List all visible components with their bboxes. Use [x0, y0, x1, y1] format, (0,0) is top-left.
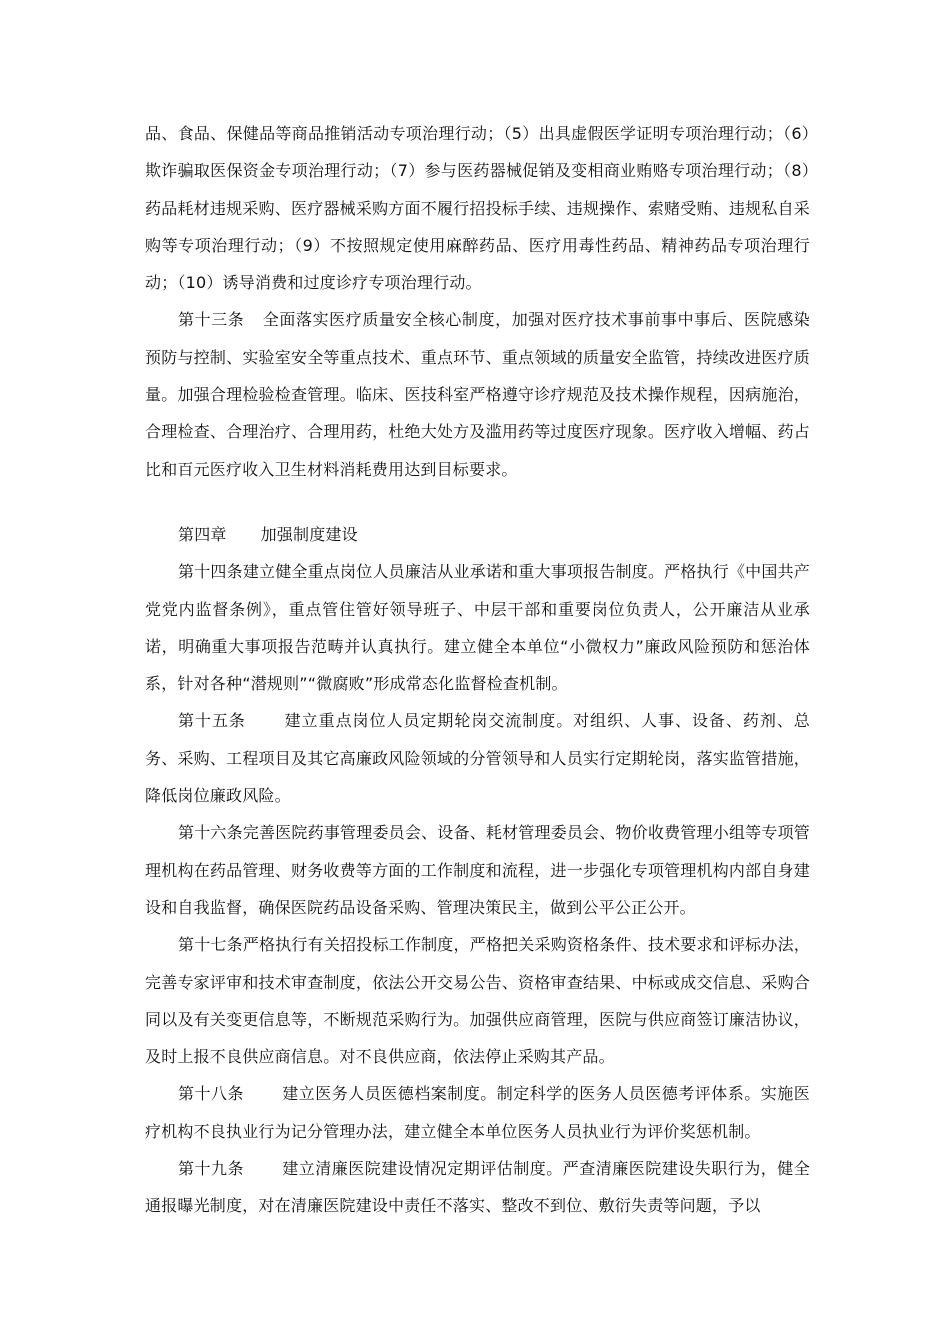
article-18-text: 建立医务人员医德档案制度。制定科学的医务人员医德考评体系。实施医疗机构不良执业行为记分管理办法，建立健全本单位医务人员执业行为评价奖惩机制。: [145, 1084, 810, 1141]
article-19: [145, 1150, 810, 1225]
article-15-label: 第十五条: [178, 711, 246, 731]
paragraph-continuation: 品、食品、保健品等商品推销活动专项治理行动；（5）出具虚假医学证明专项治理行动；（6）欺诈骗取医保资金专项治理行动；（7）参与医药器械促销及变相商业贿赂专项治理行动；（8）药品耗材违规采购、医疗器械采购方面不履行招投标手续、违规操作、索赌受贿、违规私自采购等专项治理行动；（9）不按照规定使用麻醉药品、医疗用毒性药品、精神药品专项治理行动；（10）诱导消费和过度诊疗专项治理行动。: [145, 124, 810, 293]
article-15: [145, 702, 810, 814]
article-16: 第十六条完善医院药事管理委员会、设备、耗材管理委员会、物价收费管理小组等专项管理机构在药品管理、财务收费等方面的工作制度和流程，进一步强化专项管理机构内部自身建设和自我监督，确保医院药品设备采购、管理决策民主，做到公平公正公开。: [145, 823, 810, 917]
article-19-text: 建立清廉医院建设情况定期评估制度。严查清廉医院建设失职行为，健全通报曝光制度，对在清廉医院建设中责任不落实、整改不到位、敷衍失责等问题，予以: [145, 1159, 810, 1216]
chapter-4-title: 加强制度建设: [260, 524, 358, 544]
blank-line: [145, 488, 810, 516]
article-14: 第十四条建立健全重点岗位人员廉洁从业承诺和重大事项报告制度。严格执行《中国共产党党内监督条例》，重点管住管好领导班子、中层干部和重要岗位负责人，公开廉洁从业承诺，明确重大事项报告范畴并认真执行。建立健全本单位“小微权力”廉政风险预防和惩治体系，针对各种“潜规则”“微腐败”形成常态化监督检查机制。: [145, 562, 810, 694]
article-13: [145, 301, 810, 487]
article-15-text: 建立重点岗位人员定期轮岗交流制度。对组织、人事、设备、药剂、总务、采购、工程项目及其它高廉政风险领域的分管领导和人员实行定期轮岗，落实监管措施，降低岗位廉政风险。: [145, 711, 810, 806]
chapter-4-label: 第四章: [178, 524, 227, 544]
article-19-label: 第十九条: [178, 1159, 244, 1179]
article-18-label: 第十八条: [178, 1084, 244, 1104]
document-body: [145, 115, 810, 1225]
article-17: 第十七条严格执行有关招投标工作制度，严格把关采购资格条件、技术要求和评标办法，完善专家评审和技术审查制度，依法公开交易公告、资格审查结果、中标或成交信息、采购合同以及有关变更信息等，不断规范采购行为。加强供应商管理，医院与供应商签订廉洁协议，及时上报不良供应商信息。对不良供应商，依法停止采购其产品。: [145, 935, 810, 1067]
article-13-label: 第十三条: [178, 310, 245, 330]
article-13-text: 全面落实医疗质量安全核心制度，加强对医疗技术事前事中事后、医院感染预防与控制、实验室安全等重点技术、重点环节、重点领域的质量安全监管，持续改进医疗质量。加强合理检验检查管理。临床、医技科室严格遵守诊疗规范及技术操作规程，因病施治，合理检查、合理治疗、合理用药，杜绝大处方及滥用药等过度医疗现象。医疗收入增幅、药占比和百元医疗收入卫生材料消耗费用达到目标要求。: [145, 310, 810, 479]
article-18: [145, 1075, 810, 1150]
chapter-4-heading: [145, 516, 810, 553]
